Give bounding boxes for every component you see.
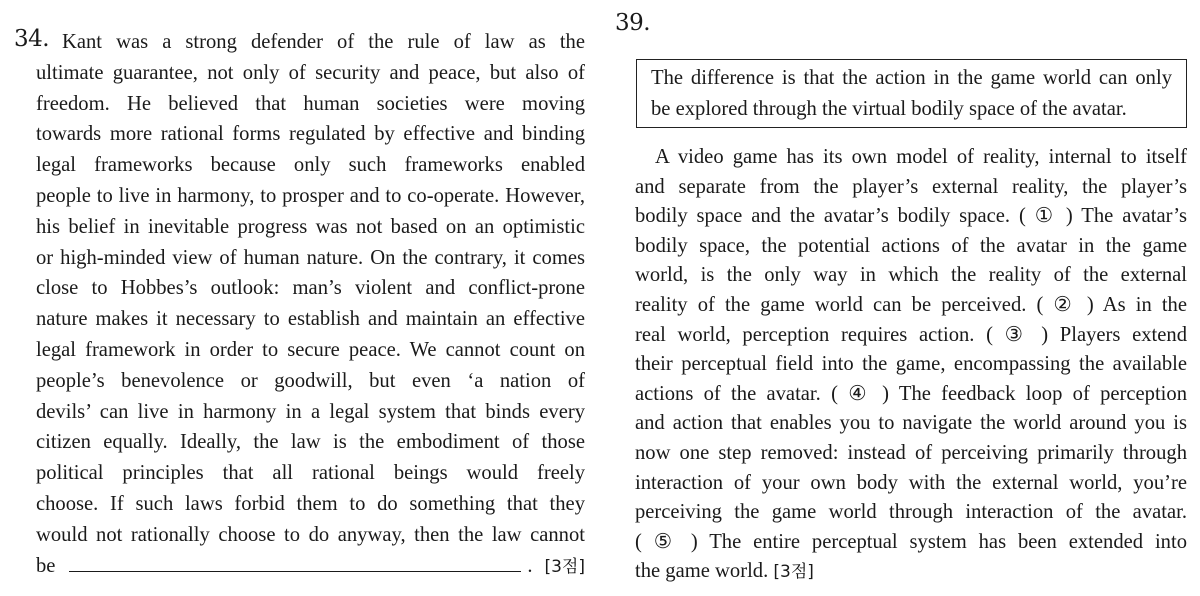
question-number: 34. <box>14 26 50 52</box>
answer-line <box>36 551 585 583</box>
passage-line: ( ⑤ ) The entire perceptual system has been extended into <box>635 530 1187 553</box>
passage-line: and separate from the player’s external reality, the player’s <box>635 175 1187 198</box>
passage-line: reality of the game world can be perceived. ( ② ) As in the <box>635 293 1187 316</box>
passage-line: political principles that all rational beings would freely <box>36 462 585 485</box>
passage-line: ultimate guarantee, not only of security and peace, but also of <box>36 61 585 84</box>
final-word: be <box>36 554 56 577</box>
given-sentence-line: The difference is that the action in the game world can only <box>651 67 1172 89</box>
passage-line: interaction of your own body with the external world, you’re <box>635 471 1187 494</box>
passage-line: choose. If such laws forbid them to do something that they <box>36 492 585 515</box>
passage-line: citizen equally. Ideally, the law is the embodiment of those <box>36 431 585 454</box>
answer-blank[interactable] <box>69 553 521 572</box>
question-34-passage <box>36 27 585 582</box>
passage-line: legal framework in order to secure peace. We cannot count on <box>36 338 585 361</box>
question-39-passage <box>635 143 1187 588</box>
points-badge: [3점] <box>773 562 814 583</box>
passage-line: their perceptual field into the game, encompassing the available <box>635 353 1187 376</box>
passage-line: would not rationally choose to do anyway, then the law cannot <box>36 523 585 546</box>
passage-line: actions of the avatar. ( ④ ) The feedback loop of perception <box>635 382 1187 405</box>
passage-line: real world, perception requires action. ( ③ ) Players extend <box>635 323 1187 346</box>
passage-line: legal frameworks because only such frameworks enabled <box>36 154 585 177</box>
given-sentence-box <box>636 59 1187 128</box>
passage-line: people to live in harmony, to prosper and to co-operate. However, <box>36 184 585 207</box>
passage-line: devils’ can live in harmony in a legal system that binds every <box>36 400 585 423</box>
passage-last-line-text: the game world. <box>635 560 769 583</box>
passage-line: his belief in inevitable progress was not based on an optimistic <box>36 215 585 238</box>
passage-line: now one step removed: instead of perceiving primarily through <box>635 441 1187 464</box>
passage-line: perceiving the game world through interaction of the avatar. <box>635 501 1187 524</box>
passage-line: world, is the only way in which the reality of the external <box>635 264 1187 287</box>
passage-line: A video game has its own model of reality, internal to itself <box>655 146 1187 168</box>
given-sentence-line: be explored through the virtual bodily space of the avatar. <box>651 98 1127 120</box>
passage-line: Kant was a strong defender of the rule of law as the <box>62 31 585 53</box>
passage-line: close to Hobbes’s outlook: man’s violent and conflict-prone <box>36 277 585 300</box>
passage-line: nature makes it necessary to establish and maintain an effective <box>36 308 585 331</box>
passage-line: towards more rational forms regulated by effective and binding <box>36 123 585 146</box>
passage-line: freedom. He believed that human societies were moving <box>36 92 585 115</box>
passage-line: or high-minded view of human nature. On the contrary, it comes <box>36 246 585 269</box>
final-period: . <box>527 554 533 577</box>
passage-line: and action that enables you to navigate the world around you is <box>635 412 1187 435</box>
passage-line: people’s benevolence or goodwill, but even ‘a nation of <box>36 369 585 392</box>
passage-line: bodily space, the potential actions of the avatar in the game <box>635 234 1187 257</box>
passage-line: bodily space and the avatar’s bodily space. ( ① ) The avatar’s <box>635 205 1187 228</box>
question-number: 39. <box>615 10 651 36</box>
passage-last-line <box>635 557 1187 588</box>
points-badge: [3점] <box>544 556 585 577</box>
